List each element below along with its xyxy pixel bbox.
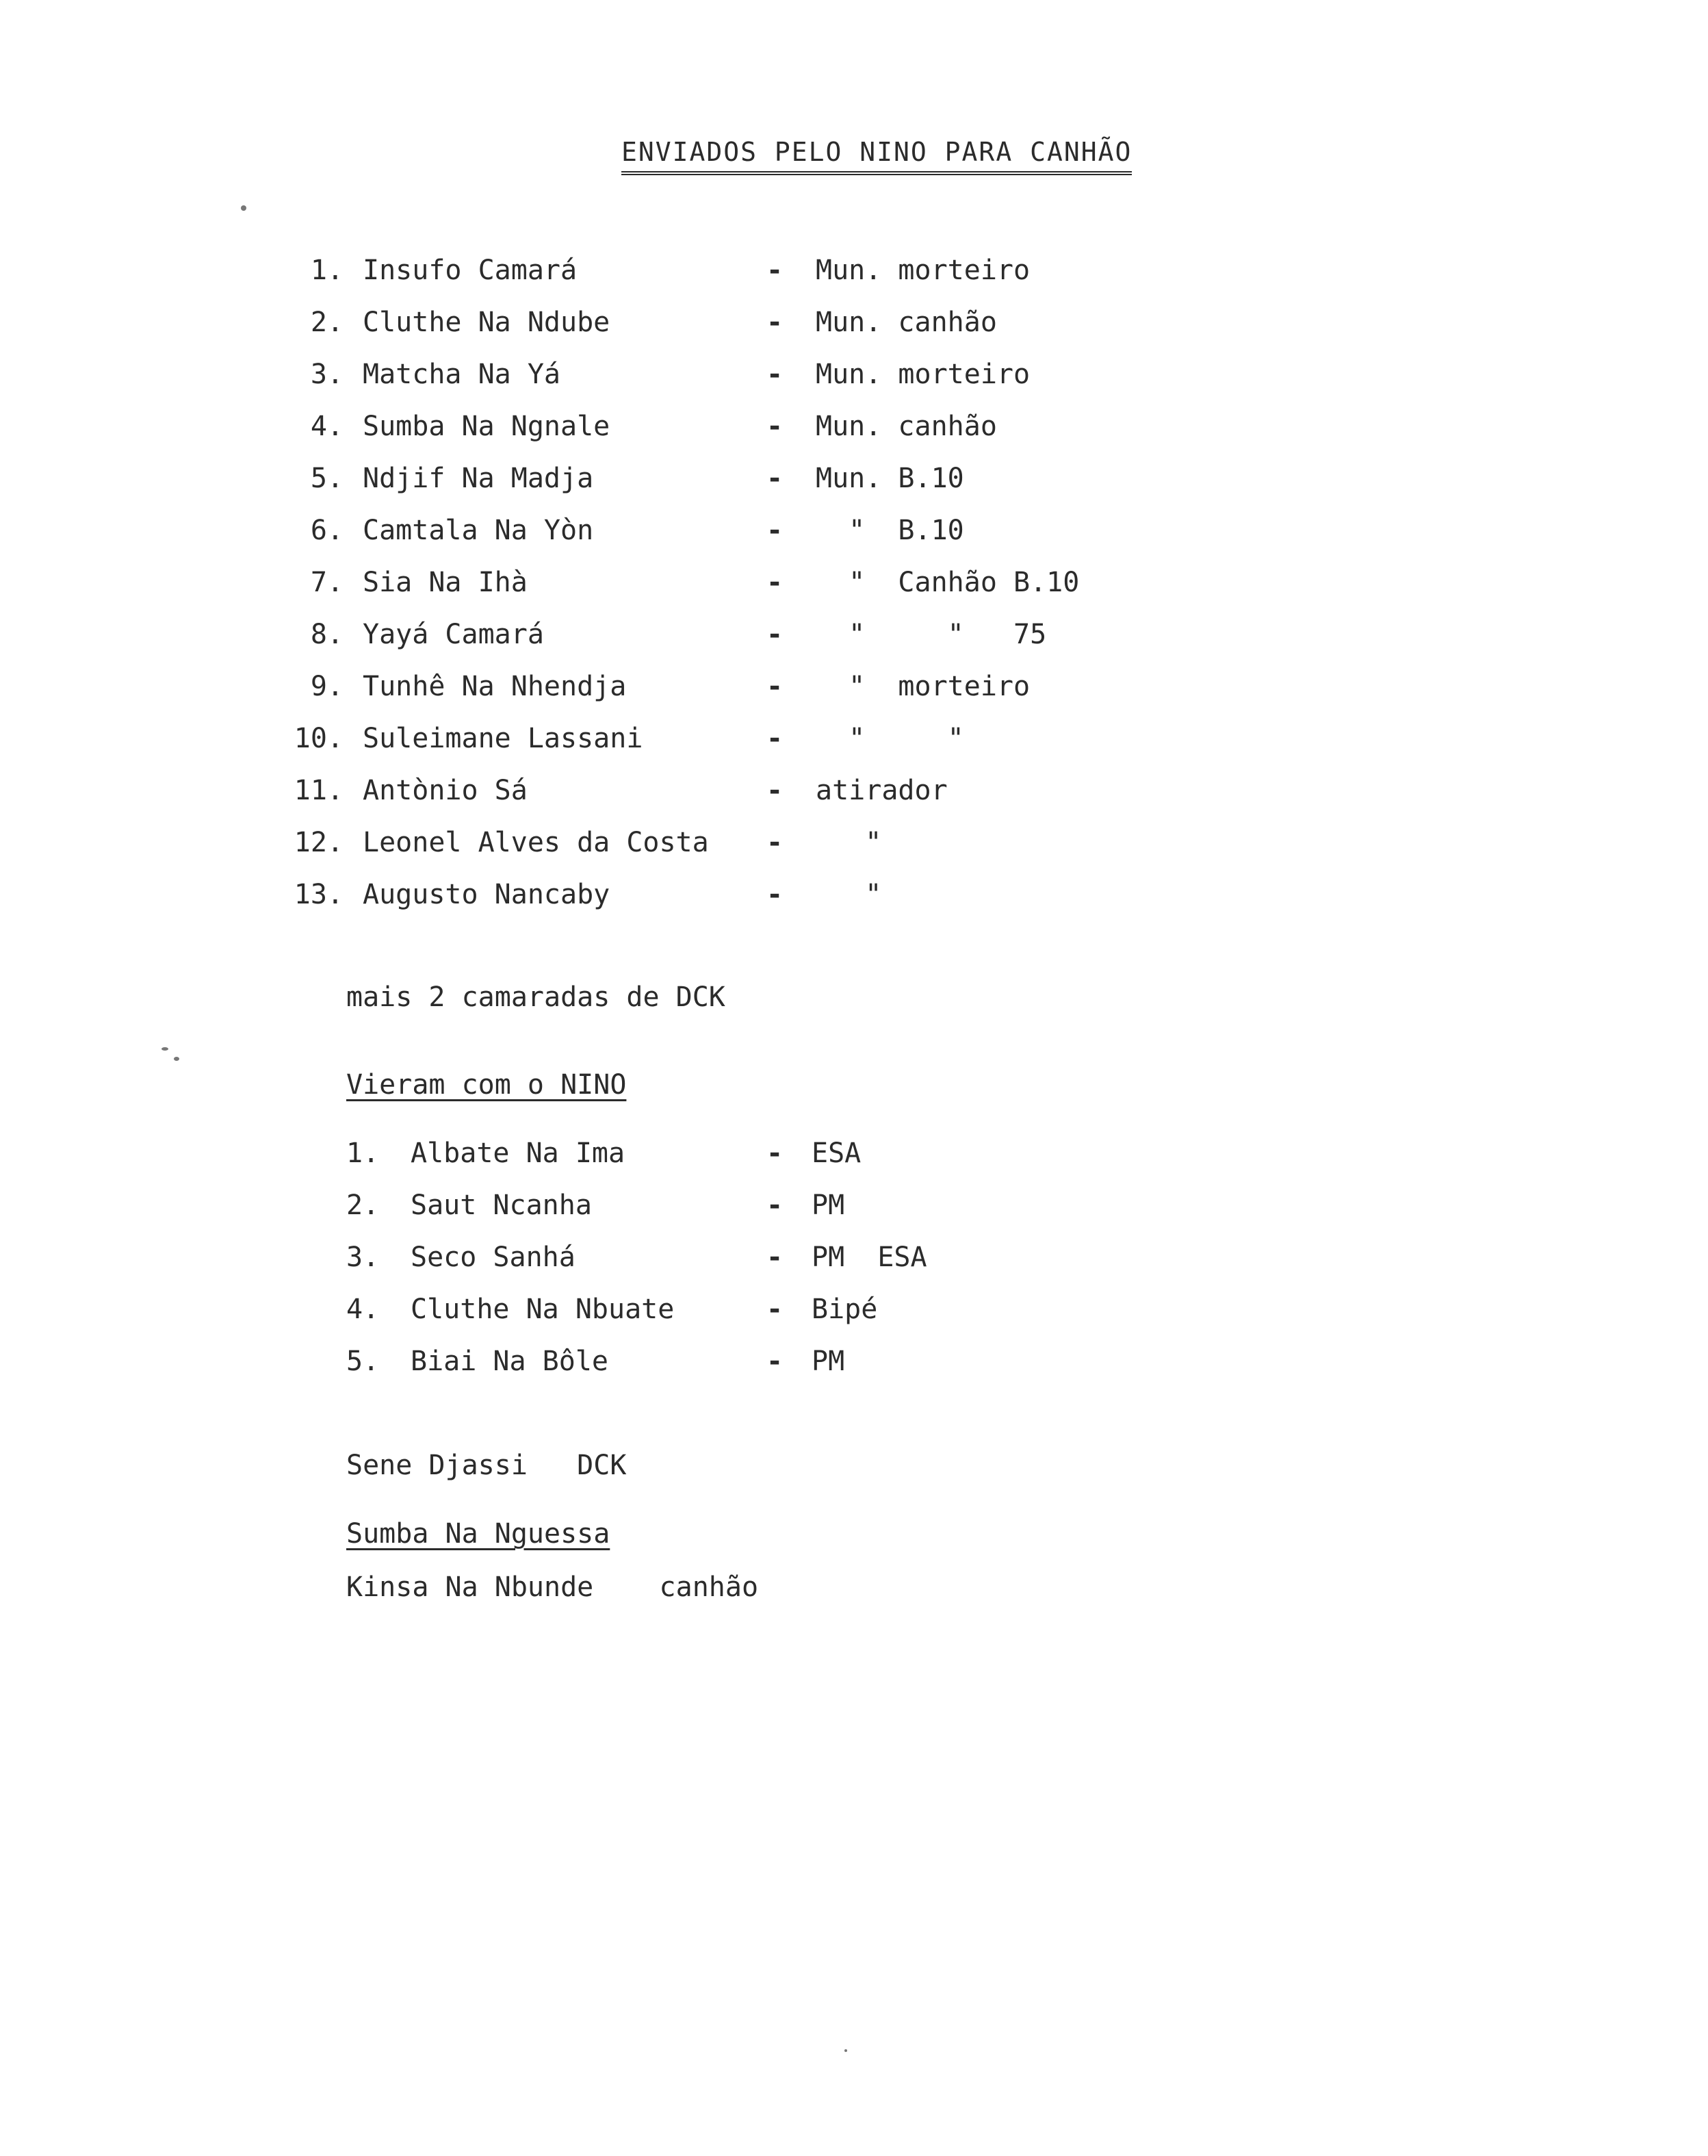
assignment: ESA xyxy=(812,1138,862,1169)
person-name: Yayá Camará xyxy=(363,619,544,650)
dash: - xyxy=(766,307,784,338)
assignment: Mun. morteiro xyxy=(816,255,1031,286)
assignment: Mun. B.10 xyxy=(816,463,964,494)
dash: - xyxy=(766,671,784,702)
dash: - xyxy=(766,463,784,494)
item-number: 4. xyxy=(310,411,344,442)
dash: - xyxy=(766,1294,784,1325)
item-number: 6. xyxy=(310,515,344,546)
scan-speck xyxy=(844,2049,847,2052)
assignment: Mun. canhão xyxy=(816,307,997,338)
person-name: Albate Na Ima xyxy=(411,1138,625,1169)
sumba-heading: Sumba Na Nguessa xyxy=(346,1518,610,1550)
scan-speck xyxy=(174,1057,179,1061)
item-number: 4. xyxy=(346,1294,380,1325)
dash: - xyxy=(766,515,784,546)
assignment: " " xyxy=(816,723,964,754)
item-number: 5. xyxy=(310,463,344,494)
item-number: 9. xyxy=(310,671,344,702)
page-title: ENVIADOS PELO NINO PARA CANHÃO xyxy=(621,137,1132,175)
dash: - xyxy=(766,567,784,598)
dash: - xyxy=(766,619,784,650)
person-name: Sia Na Ihà xyxy=(363,567,528,598)
item-number: 8. xyxy=(310,619,344,650)
assignment: " B.10 xyxy=(816,515,964,546)
item-number: 1. xyxy=(310,255,344,286)
person-name: Camtala Na Yòn xyxy=(363,515,594,546)
assignment: " xyxy=(816,879,882,910)
assignment: atirador xyxy=(816,775,948,806)
assignment: " xyxy=(816,827,882,858)
person-name: Cluthe Na Nbuate xyxy=(411,1294,675,1325)
person-name: Biai Na Bôle xyxy=(411,1346,608,1377)
person-name: Antònio Sá xyxy=(363,775,528,806)
sene-line: Sene Djassi DCK xyxy=(346,1450,627,1481)
item-number: 3. xyxy=(310,359,344,390)
assignment: PM ESA xyxy=(812,1242,927,1273)
dash: - xyxy=(766,1190,784,1221)
dash: - xyxy=(766,879,784,910)
assignment: Mun. morteiro xyxy=(816,359,1031,390)
person-name: Suleimane Lassani xyxy=(363,723,643,754)
assignment: " " 75 xyxy=(816,619,1047,650)
extra-note: mais 2 camaradas de DCK xyxy=(346,981,725,1013)
person-name: Cluthe Na Ndube xyxy=(363,307,610,338)
assignment: " morteiro xyxy=(816,671,1031,702)
dash: - xyxy=(766,255,784,286)
dash: - xyxy=(766,1346,784,1377)
item-number: 5. xyxy=(346,1346,380,1377)
item-number: 2. xyxy=(346,1190,380,1221)
dash: - xyxy=(766,723,784,754)
dash: - xyxy=(766,775,784,806)
assignment: Mun. canhão xyxy=(816,411,997,442)
dash: - xyxy=(766,1242,784,1273)
person-name: Sumba Na Ngnale xyxy=(363,411,610,442)
dash: - xyxy=(766,359,784,390)
item-number: 11. xyxy=(294,775,344,806)
scan-speck xyxy=(241,205,246,211)
person-name: Seco Sanhá xyxy=(411,1242,575,1273)
item-number: 3. xyxy=(346,1242,380,1273)
dash: - xyxy=(766,827,784,858)
person-name: Saut Ncanha xyxy=(411,1190,592,1221)
assignment: Bipé xyxy=(812,1294,878,1325)
person-name: Ndjif Na Madja xyxy=(363,463,594,494)
person-name: Insufo Camará xyxy=(363,255,578,286)
person-name: Leonel Alves da Costa xyxy=(363,827,709,858)
item-number: 10. xyxy=(294,723,344,754)
kinsa-line: Kinsa Na Nbunde canhão xyxy=(346,1571,759,1603)
assignment: " Canhão B.10 xyxy=(816,567,1080,598)
item-number: 12. xyxy=(294,827,344,858)
dash: - xyxy=(766,1138,784,1169)
person-name: Tunhê Na Nhendja xyxy=(363,671,627,702)
person-name: Augusto Nancaby xyxy=(363,879,610,910)
person-name: Matcha Na Yá xyxy=(363,359,560,390)
dash: - xyxy=(766,411,784,442)
assignment: PM xyxy=(812,1190,845,1221)
assignment: PM xyxy=(812,1346,845,1377)
item-number: 1. xyxy=(346,1138,380,1169)
item-number: 7. xyxy=(310,567,344,598)
item-number: 2. xyxy=(310,307,344,338)
section-heading: Vieram com o NINO xyxy=(346,1069,627,1101)
scan-speck xyxy=(161,1047,168,1051)
item-number: 13. xyxy=(294,879,344,910)
